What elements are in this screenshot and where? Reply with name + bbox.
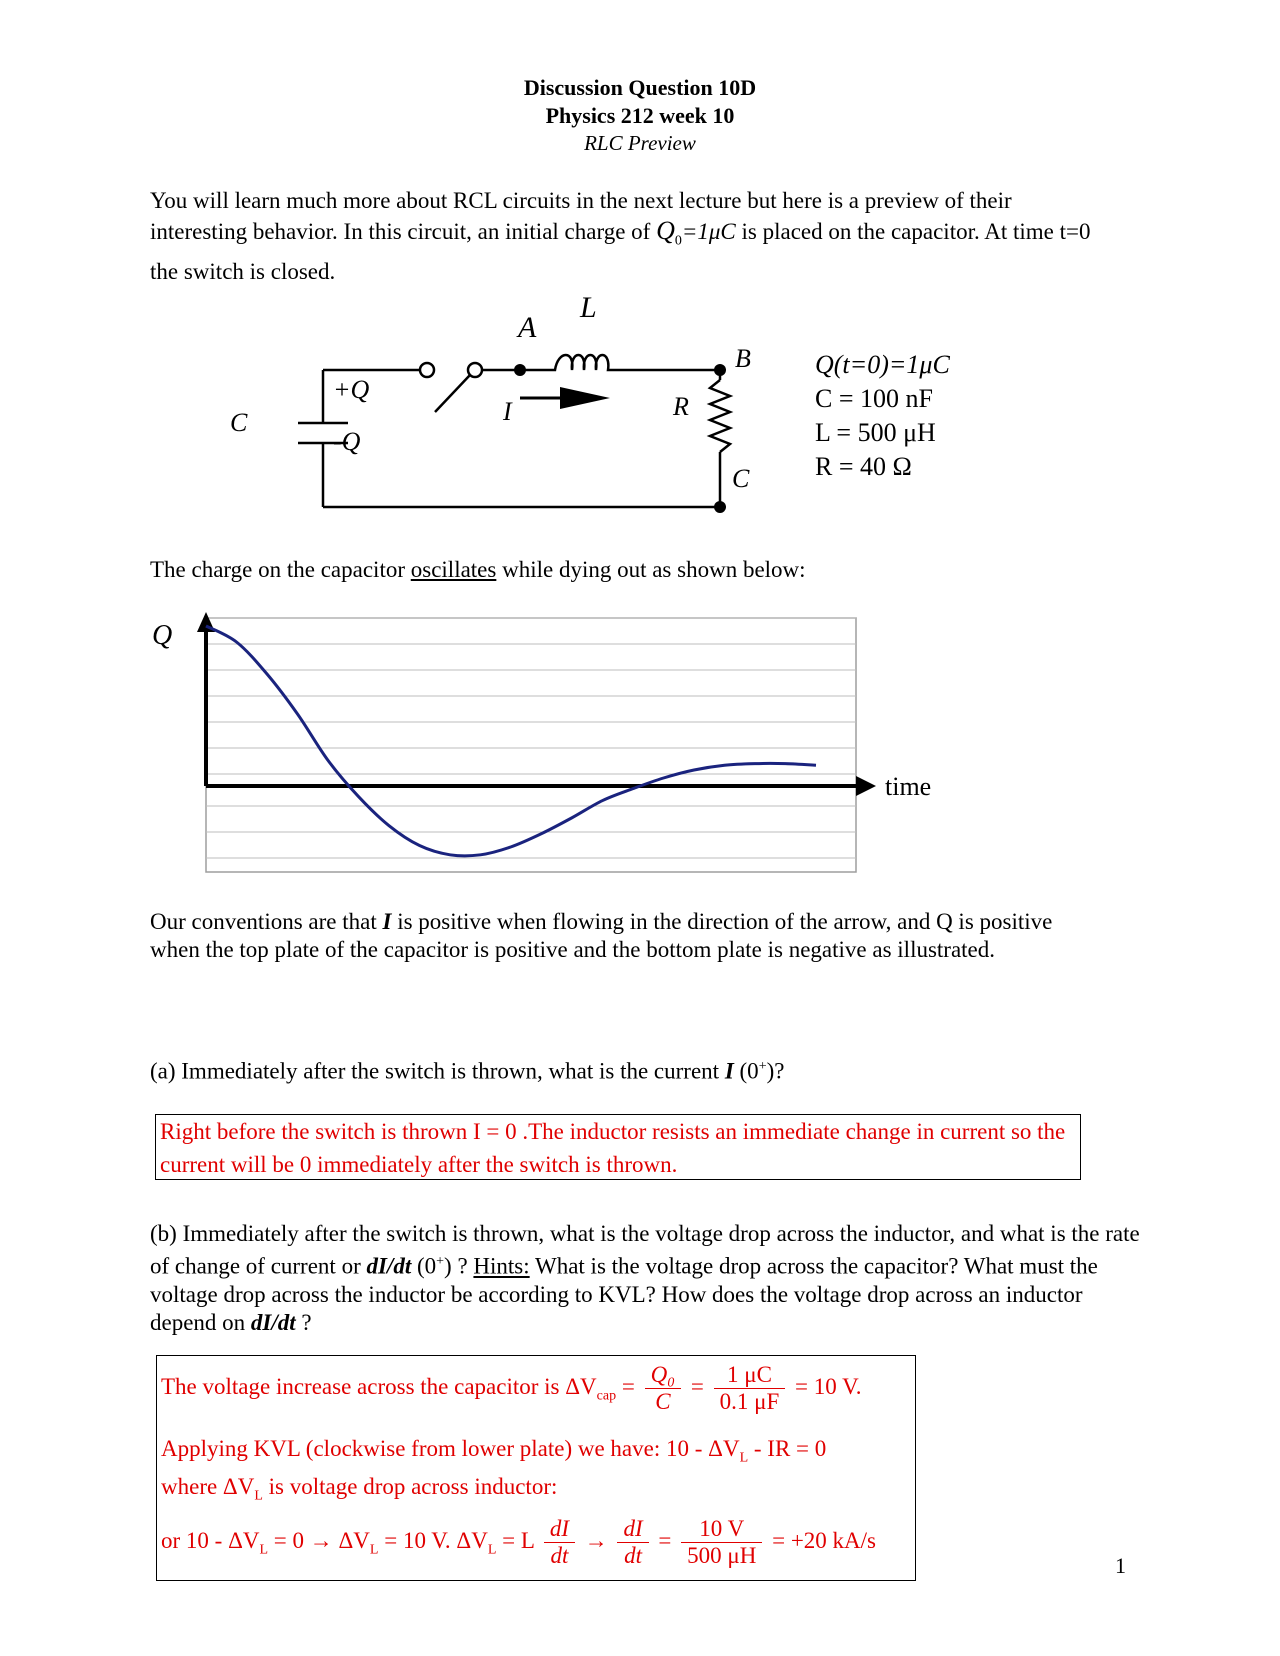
chart-xlabel: time — [885, 772, 932, 801]
node-b — [714, 364, 726, 376]
course-title: Physics 212 week 10 — [545, 103, 735, 128]
value-l: L = 500 μH — [815, 418, 936, 447]
inductor-coil — [520, 355, 720, 370]
intro-paragraph: You will learn much more about RCL circuits in the next lecture but here is a preview of their interesting behavior. In this circuit, an initial charge of $Q_0=1\mu C$ is placed on the capacitor. At time t=0 the switch is closed. — [150, 188, 1091, 284]
chart-frame — [206, 618, 856, 872]
label-c-left: C — [230, 408, 248, 437]
value-r: R = 40 Ω — [815, 452, 912, 481]
switch-lever — [435, 375, 470, 412]
label-r: R — [673, 392, 689, 421]
value-c: C = 100 nF — [815, 384, 933, 413]
switch-contact-right — [468, 363, 482, 377]
charge-vs-time-chart — [140, 610, 960, 880]
answer-b-line4: or $10 - \Delta V_L = 0 \to \Delta V_L = 10$ V. $\Delta V_L = L$ $\frac{dI}{dt}$ → $\frac{dI}{dt}$ = $\frac{10 V}{500 \mu H}$ = +20 kA/s — [161, 1516, 876, 1568]
page-subtitle: RLC Preview — [584, 131, 696, 155]
resistor-zigzag — [710, 380, 730, 452]
switch-contact-left — [420, 363, 434, 377]
label-l: L — [580, 295, 597, 324]
label-a: A — [518, 311, 537, 344]
node-c — [714, 501, 726, 513]
question-b: (b) Immediately after the switch is thrown, what is the voltage drop across the inductor, and what is the rate of change of current or dI/dt (0+) ? Hints: What is the voltage drop across the capacitor? What must the voltage drop across the inductor be according to KVL? How does the voltage drop across an inductor depend on dI/dt ? — [150, 1221, 1140, 1335]
node-a — [514, 364, 526, 376]
graph-intro: The charge on the capacitor oscillates while dying out as shown below: — [150, 557, 806, 582]
answer-b-box — [156, 1355, 916, 1581]
label-b: B — [735, 344, 751, 373]
page-number: 1 — [1115, 1553, 1126, 1578]
question-a: (a) Immediately after the switch is thrown, what is the current I (0+)? — [150, 1058, 785, 1084]
chart-ylabel: Q — [152, 620, 173, 651]
label-c-node: C — [732, 464, 750, 493]
value-q0: Q(t=0)=1μC — [815, 350, 950, 379]
label-plus-q: +Q — [333, 375, 370, 404]
x-axis-arrowhead — [856, 776, 876, 796]
rlc-circuit-diagram — [220, 295, 980, 525]
label-minus-q: -Q — [333, 427, 361, 456]
page-title: Discussion Question 10D — [523, 75, 757, 100]
conventions-paragraph: Our conventions are that I is positive when flowing in the direction of the arrow, and Q is positive when the top plate of the capacitor is positive and the bottom plate is negative as illustrated. — [150, 909, 1053, 962]
current-arrow-head — [560, 387, 610, 409]
answer-b-line1: The voltage increase across the capacitor is $\Delta V_{cap}$ = $\frac{\text{Q₀}}{C}$ = $\frac{1 \mu C}{0.1 \mu F}$ = 10 V. — [161, 1362, 862, 1414]
label-i: I — [503, 397, 512, 426]
answer-b-line2: Applying KVL (clockwise from lower plate) we have: $10 - \Delta V_L$ - IR = 0 — [161, 1436, 827, 1466]
answer-a-box: Right before the switch is thrown I = 0 .The inductor resists an immediate change in current so the current will be 0 immediately after the switch is thrown. — [155, 1114, 1081, 1180]
answer-b-line3: where $\Delta V_L$ is voltage drop across inductor: — [161, 1474, 558, 1504]
